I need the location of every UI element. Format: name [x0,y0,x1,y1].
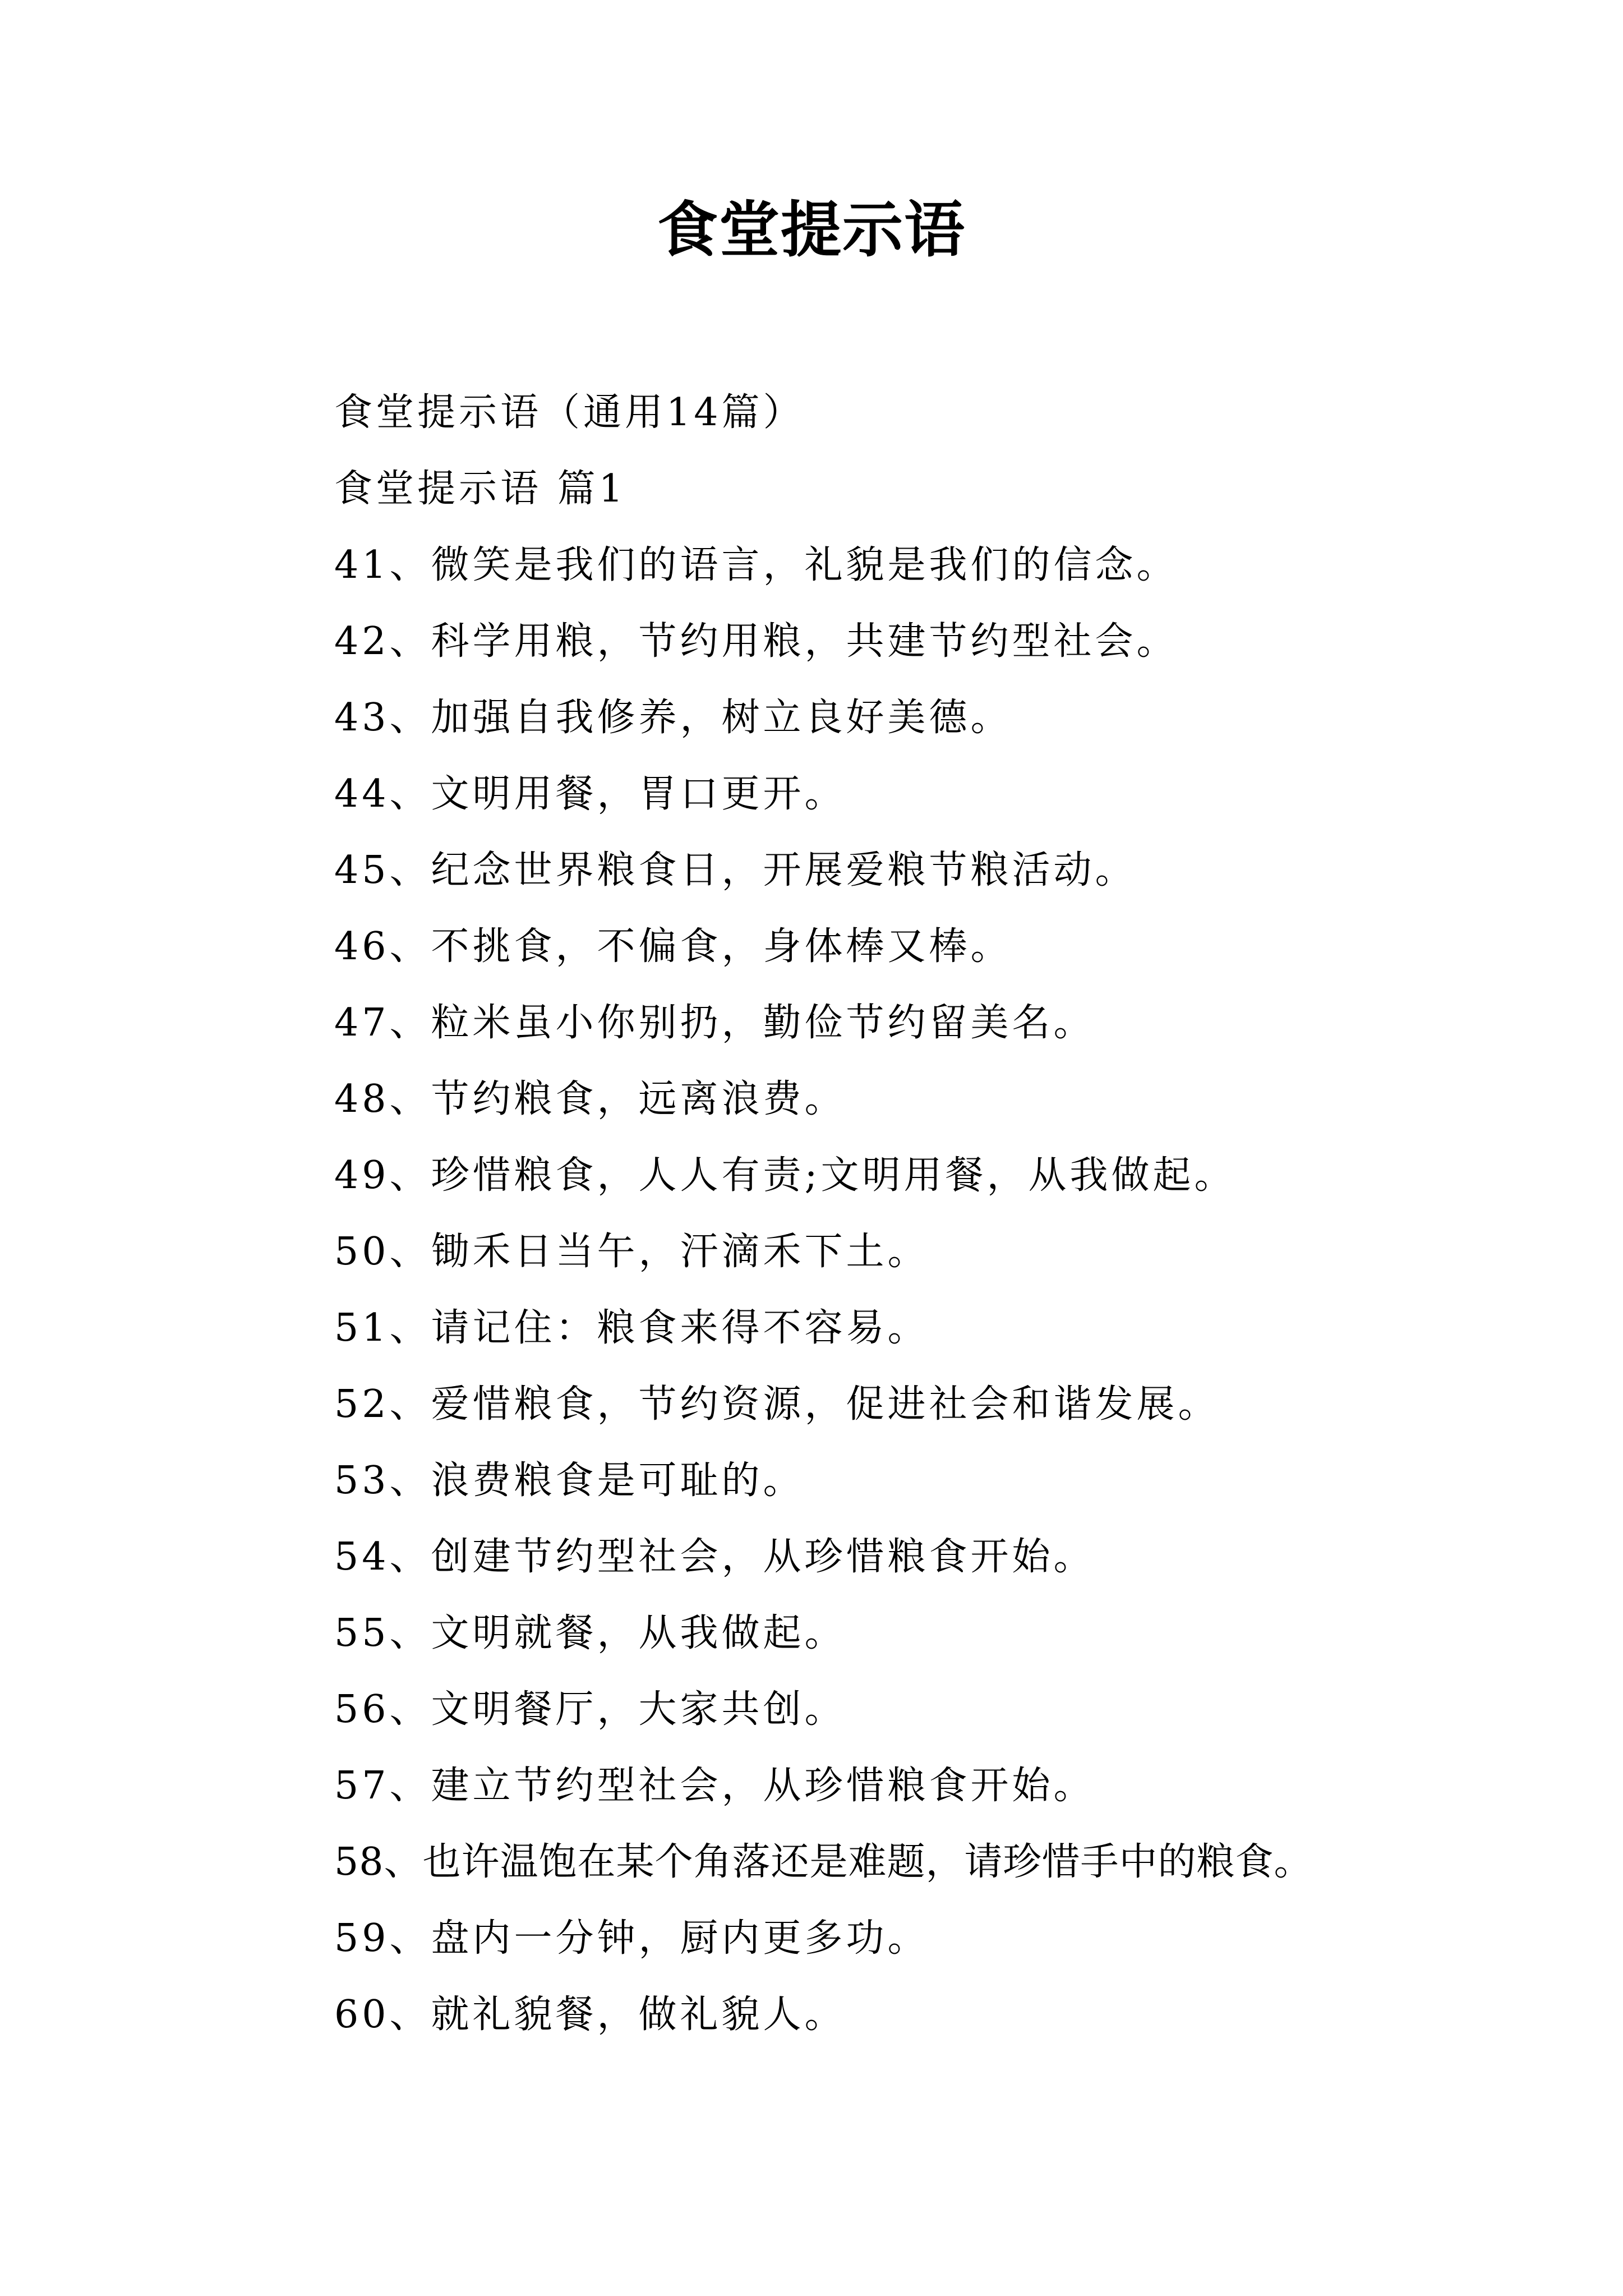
list-item: 45、纪念世界粮食日，开展爱粮节粮活动。 [334,848,1137,892]
list-item: 51、请记住：粮食来得不容易。 [334,1306,929,1350]
list-item: 41、微笑是我们的语言，礼貌是我们的信念。 [334,543,1178,587]
list-item: 46、不挑食，不偏食，身体棒又棒。 [334,924,1012,969]
document-title: 食堂提示语 [657,195,966,265]
section-heading: 食堂提示语 篇1 [334,467,626,511]
list-item: 53、浪费粮食是可耻的。 [334,1458,805,1503]
list-item: 47、粒米虽小你别扔，勤俭节约留美名。 [334,1001,1095,1045]
list-item: 57、建立节约型社会，从珍惜粮食开始。 [334,1764,1095,1808]
document-body [334,375,1456,2053]
list-item: 54、创建节约型社会，从珍惜粮食开始。 [334,1535,1095,1579]
list-item: 55、文明就餐，从我做起。 [334,1611,846,1655]
list-item: 56、文明餐厅，大家共创。 [334,1687,846,1732]
list-item: 43、加强自我修养，树立良好美德。 [334,696,1012,740]
list-item: 50、锄禾日当午，汗滴禾下土。 [334,1230,929,1274]
list-item: 49、珍惜粮食，人人有责;文明用餐，从我做起。 [334,1153,1236,1198]
document-subtitle: 食堂提示语（通用14篇） [334,390,805,435]
list-item: 48、节约粮食，远离浪费。 [334,1077,846,1121]
list-item: 42、科学用粮，节约用粮，共建节约型社会。 [334,619,1178,664]
list-item: 58、也许温饱在某个角落还是难题，请珍惜手中的粮食。 [334,1840,1313,1884]
list-item: 60、就礼貌餐，做礼貌人。 [334,1993,846,2037]
list-item: 52、爱惜粮食，节约资源，促进社会和谐发展。 [334,1382,1220,1427]
list-item: 59、盘内一分钟，厨内更多功。 [334,1916,929,1961]
list-item: 44、文明用餐，胃口更开。 [334,772,846,816]
